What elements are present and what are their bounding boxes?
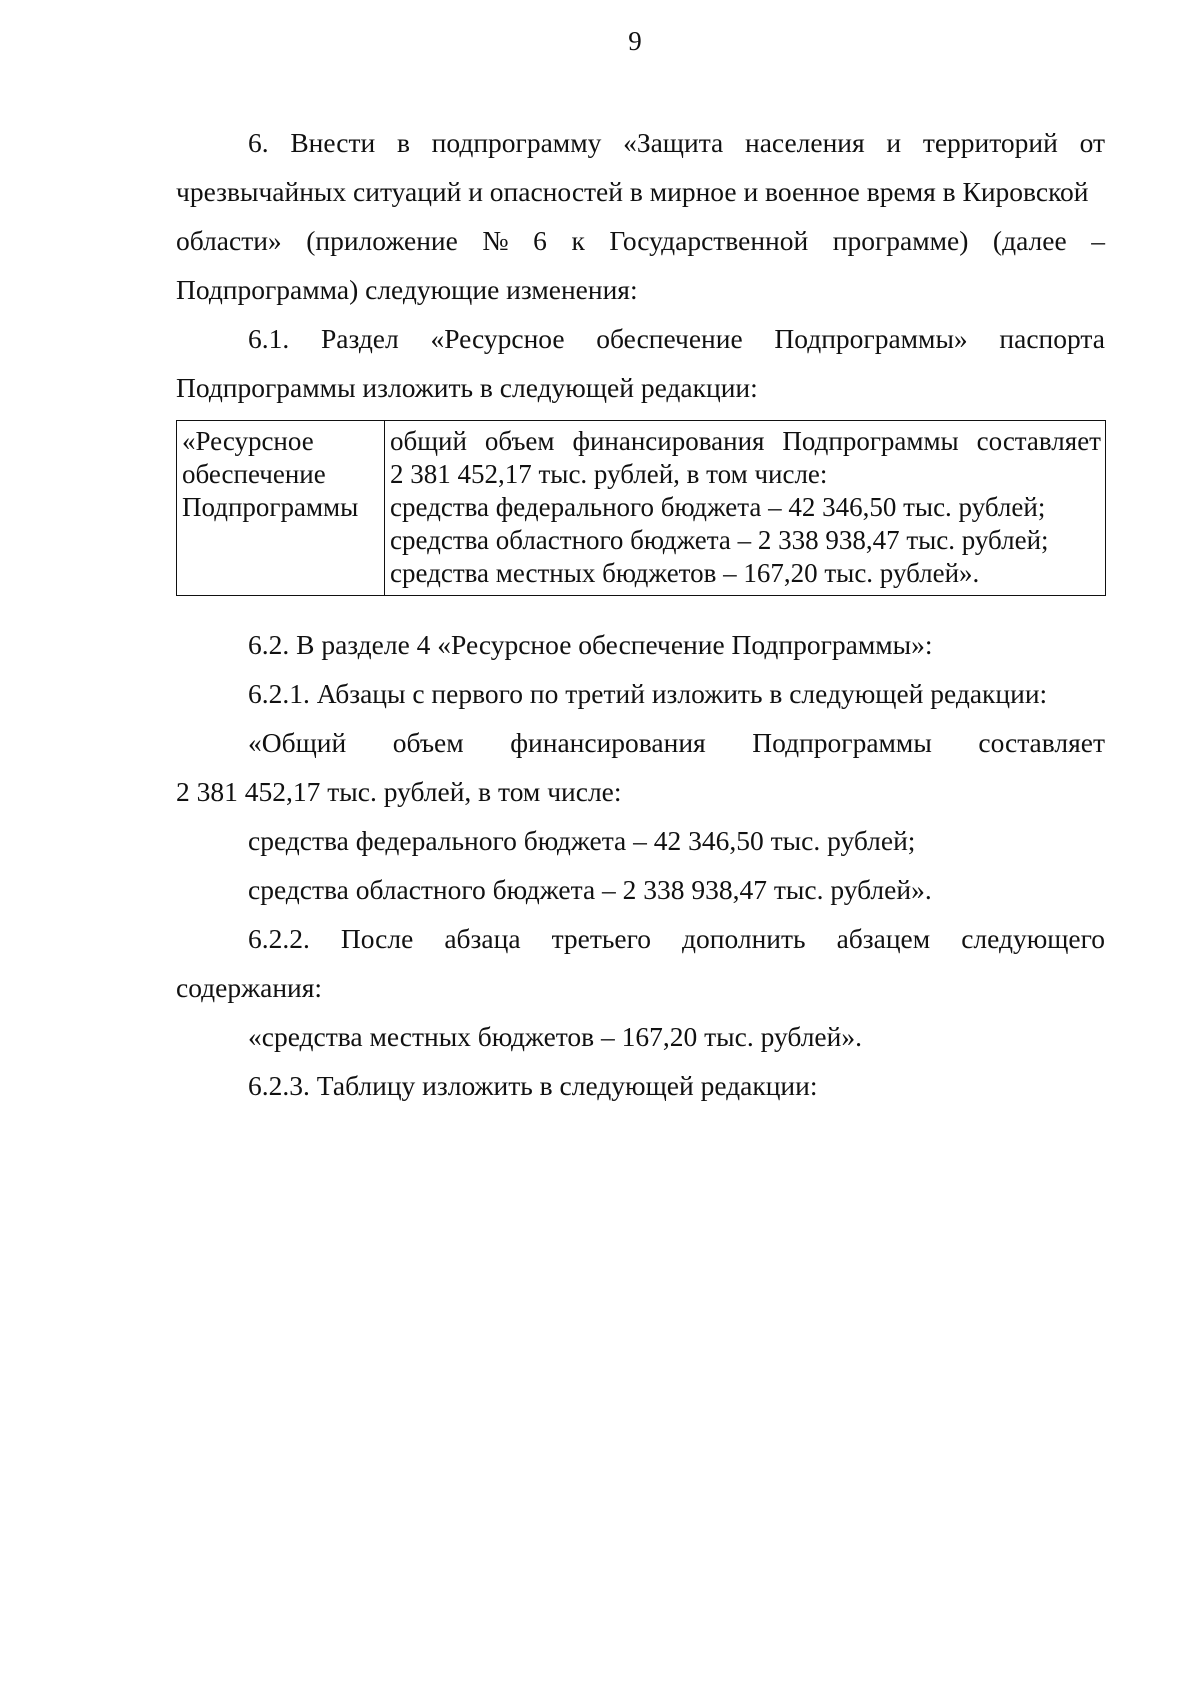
item-6-2-2-line-1 (176, 914, 1105, 963)
quote-line-2: 2 381 452,17 тыс. рублей, в том числе: (176, 776, 622, 807)
word: программе) (832, 225, 969, 256)
word: объем (392, 727, 464, 758)
quote-line-1 (176, 718, 1105, 767)
section-6-line-1 (176, 118, 1105, 167)
item-6-2-3: 6.2.3. Таблицу изложить в следующей редакции: (248, 1070, 818, 1101)
word: 6.2.2. (248, 923, 310, 954)
word: № (482, 225, 509, 256)
word: Раздел (320, 323, 399, 354)
cell-line: средства федерального бюджета – 42 346,50 тыс. рублей; (390, 492, 1046, 522)
item-6-1-line-1 (176, 314, 1105, 363)
item-6-1-line-2: Подпрограммы изложить в следующей редакции: (176, 372, 758, 403)
item-6-2-2-line-2: содержания: (176, 972, 323, 1003)
word: абзаца (444, 923, 521, 954)
passport-resource-table (176, 420, 1106, 596)
word: обеспечение (596, 323, 743, 354)
table-cell-value (385, 421, 1106, 596)
word: к (571, 225, 585, 256)
word: общий (390, 426, 467, 456)
item-6-2: 6.2. В разделе 4 «Ресурсное обеспечение Подпрограммы»: (248, 629, 933, 660)
cell-line: 2 381 452,17 тыс. рублей, в том числе: (390, 459, 828, 489)
cell-line: Подпрограммы (182, 492, 359, 522)
word: «Общий (248, 727, 347, 758)
word: Подпрограммы (752, 727, 932, 758)
word: абзацем (836, 923, 931, 954)
cell-line: «Ресурсное (182, 426, 314, 456)
word: 6 (533, 225, 547, 256)
word: от (1079, 127, 1105, 158)
word: в (396, 127, 410, 158)
word: объем (484, 426, 555, 456)
word: (приложение (306, 225, 458, 256)
word: составляет (976, 426, 1101, 456)
word: Внести (290, 127, 376, 158)
word: финансирования (572, 426, 765, 456)
word: дополнить (682, 923, 806, 954)
section-6-2-text (176, 620, 1105, 1110)
word: «Защита (623, 127, 724, 158)
word: «Ресурсное (430, 323, 565, 354)
word: паспорта (999, 323, 1105, 354)
word: следующего (961, 923, 1105, 954)
word: составляет (978, 727, 1105, 758)
word: Подпрограммы» (774, 323, 968, 354)
word: финансирования (510, 727, 706, 758)
section-6-line-4: Подпрограмма) следующие изменения: (176, 274, 638, 305)
section-6-line-3 (176, 216, 1105, 265)
quote-regional: средства областного бюджета – 2 338 938,47 тыс. рублей». (248, 874, 932, 905)
word: территорий (922, 127, 1058, 158)
word: и (886, 127, 902, 158)
word: Подпрограммы (782, 426, 959, 456)
cell-line: обеспечение (182, 459, 326, 489)
quote-local: «средства местных бюджетов – 167,20 тыс. рублей». (248, 1021, 862, 1052)
cell-line: средства областного бюджета – 2 338 938,47 тыс. рублей; (390, 525, 1049, 555)
word: населения (744, 127, 865, 158)
word: области» (176, 225, 282, 256)
item-6-2-1: 6.2.1. Абзацы с первого по третий изложить в следующей редакции: (248, 678, 1048, 709)
word: – (1091, 225, 1105, 256)
page-number: 9 (628, 26, 642, 56)
word: третьего (551, 923, 651, 954)
section-6-line-2: чрезвычайных ситуаций и опасностей в мирное и военное время в Кировской (176, 176, 1089, 207)
table-row (177, 421, 1106, 596)
table-cell-label (177, 421, 385, 596)
word: После (340, 923, 414, 954)
word: подпрограмму (431, 127, 602, 158)
section-6-text (176, 118, 1105, 412)
cell-line (390, 425, 1101, 458)
word: Государственной (609, 225, 809, 256)
word: 6. (248, 127, 269, 158)
word: 6.1. (248, 323, 290, 354)
cell-line: средства местных бюджетов – 167,20 тыс. рублей». (390, 558, 980, 588)
word: (далее (992, 225, 1067, 256)
quote-federal: средства федерального бюджета – 42 346,50 тыс. рублей; (248, 825, 916, 856)
